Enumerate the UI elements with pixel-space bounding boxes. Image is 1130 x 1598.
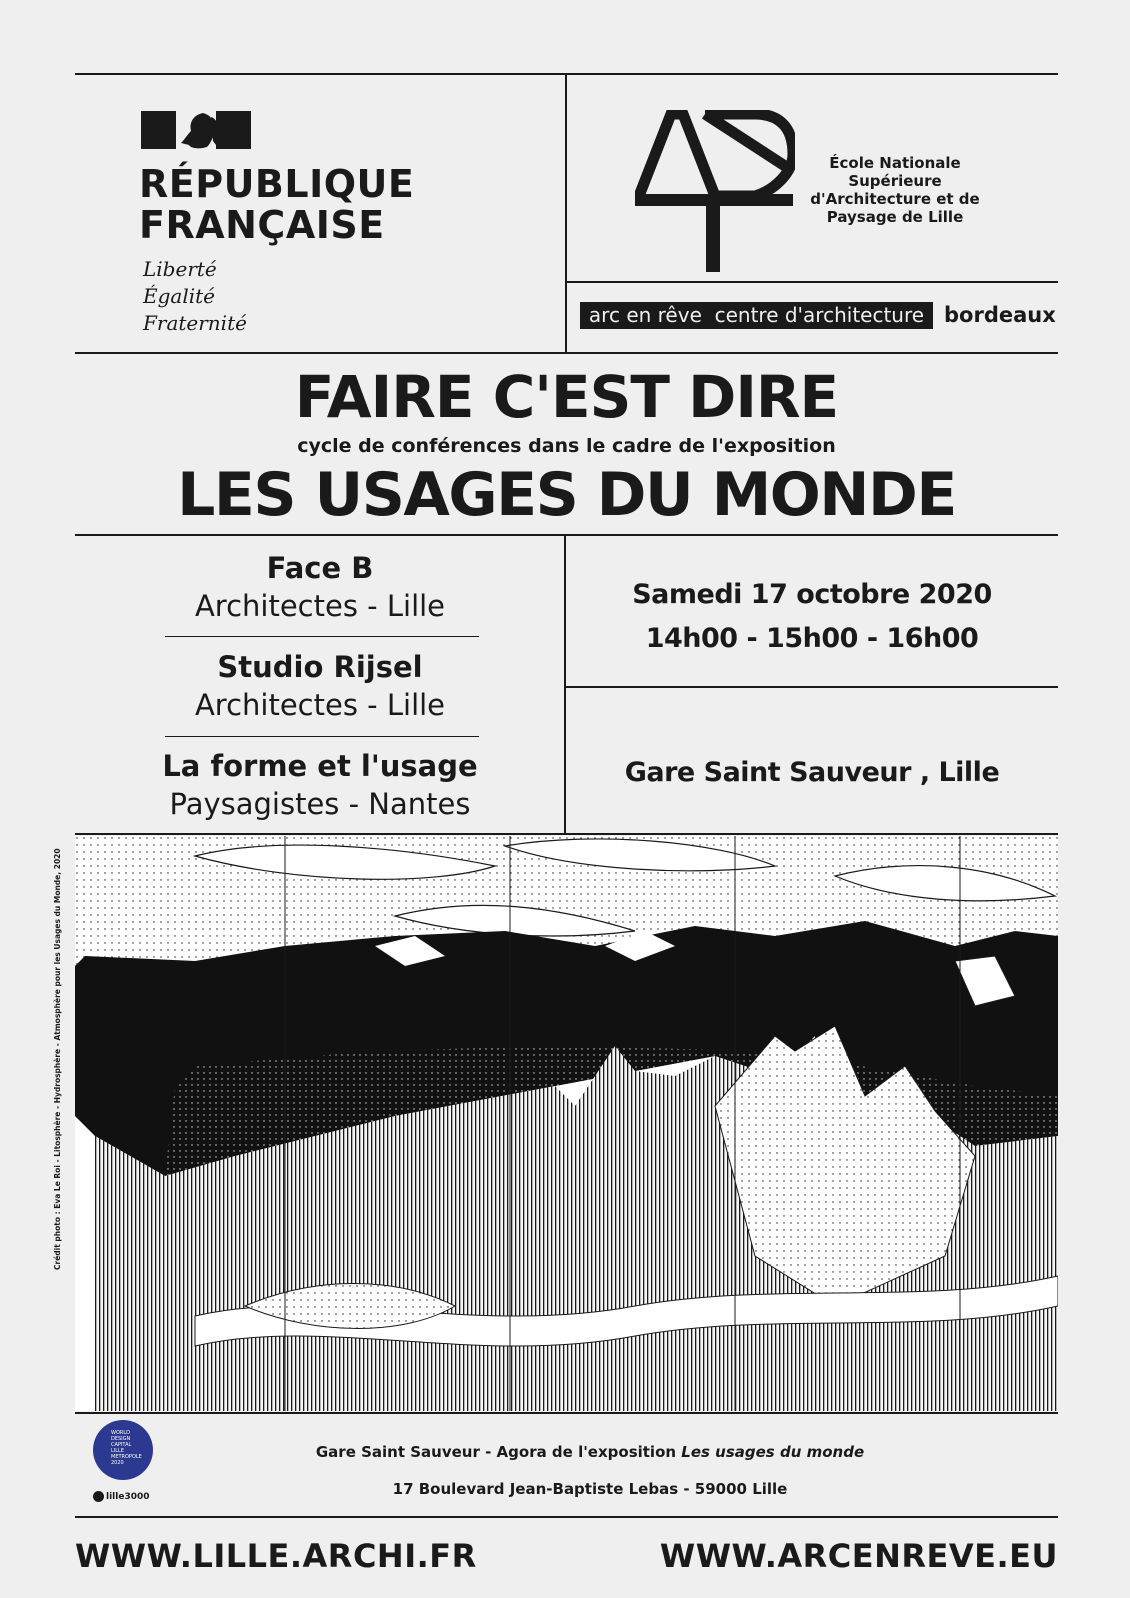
ensap-logo xyxy=(635,110,795,272)
wdc-line3: CAPITAL xyxy=(111,1442,132,1448)
ensap-line2: Supérieure xyxy=(848,172,942,190)
info-bottom-line xyxy=(75,833,1058,835)
arcenreve-city: bordeaux xyxy=(944,303,1056,327)
motto-egalite: Égalité xyxy=(143,284,215,308)
lille3000-icon xyxy=(93,1491,104,1502)
footer-top-line xyxy=(75,1412,1058,1414)
marianne-logo xyxy=(141,111,251,149)
exhibition-title: LES USAGES DU MONDE xyxy=(177,460,956,530)
arcenreve-label: arc en rêve centre d'architecture xyxy=(580,302,933,329)
arcenreve-top-line xyxy=(566,281,1058,283)
wdc-line2: DESIGN xyxy=(111,1436,131,1442)
speaker-3-name: La forme et l'usage xyxy=(162,749,478,783)
republique-line1: RÉPUBLIQUE xyxy=(139,162,415,206)
event-date: Samedi 17 octobre 2020 xyxy=(632,579,992,610)
ensap-line4: Paysage de Lille xyxy=(826,208,964,226)
header-bottom-line xyxy=(75,352,1058,354)
republique-line2: FRANÇAISE xyxy=(139,203,385,247)
lille3000-logo xyxy=(93,1490,150,1504)
footer-venue-italic: Les usages du monde xyxy=(681,1443,865,1461)
speaker-2-role: Architectes - Lille xyxy=(194,688,446,722)
photo-credit: Crédit photo : Eva Le Roi - Litosphère - Hydrosphère - Atmosphère pour les Usages du Monde, 2020 xyxy=(53,848,62,1270)
title-bottom-line xyxy=(75,534,1058,536)
footer-venue-prefix: Gare Saint Sauveur - Agora de l'exposition xyxy=(315,1443,682,1461)
world-design-capital-logo xyxy=(93,1420,153,1480)
date-bottom-line xyxy=(566,686,1058,688)
ensap-name xyxy=(800,154,990,226)
lille3000-label: lille3000 xyxy=(106,1492,150,1502)
ensap-line1: École Nationale xyxy=(829,154,961,172)
wdc-line1: WORLD xyxy=(111,1430,130,1436)
url-arcenreve[interactable]: WWW.ARCENREVE.EU xyxy=(659,1537,1058,1575)
speaker-divider-2 xyxy=(165,736,479,737)
wdc-line4: LILLE xyxy=(111,1448,124,1454)
url-lille-archi[interactable]: WWW.LILLE.ARCHI.FR xyxy=(75,1537,477,1575)
title-subtitle: cycle de conférences dans le cadre de l'exposition xyxy=(297,435,836,457)
wdc-line5: METROPOLE xyxy=(111,1454,142,1460)
wdc-line6: 2020 xyxy=(111,1460,124,1466)
footer-bottom-line xyxy=(75,1516,1058,1518)
speaker-divider-1 xyxy=(165,636,479,637)
speaker-1-name: Face B xyxy=(266,551,374,585)
artwork-illustration xyxy=(75,836,1058,1411)
event-place: Gare Saint Sauveur , Lille xyxy=(624,757,1000,788)
event-times: 14h00 - 15h00 - 16h00 xyxy=(645,623,979,654)
ensap-line3: d'Architecture et de xyxy=(810,190,980,208)
motto-fraternite: Fraternité xyxy=(143,311,247,335)
speaker-3-role: Paysagistes - Nantes xyxy=(169,787,471,821)
motto-liberte: Liberté xyxy=(143,257,217,281)
speaker-1-role: Architectes - Lille xyxy=(194,589,446,623)
speaker-2-name: Studio Rijsel xyxy=(217,650,423,684)
header-divider-line xyxy=(565,73,567,353)
footer-venue xyxy=(200,1440,980,1464)
footer-address: 17 Boulevard Jean-Baptiste Lebas - 59000 Lille xyxy=(392,1480,788,1498)
main-title: FAIRE C'EST DIRE xyxy=(294,363,839,431)
